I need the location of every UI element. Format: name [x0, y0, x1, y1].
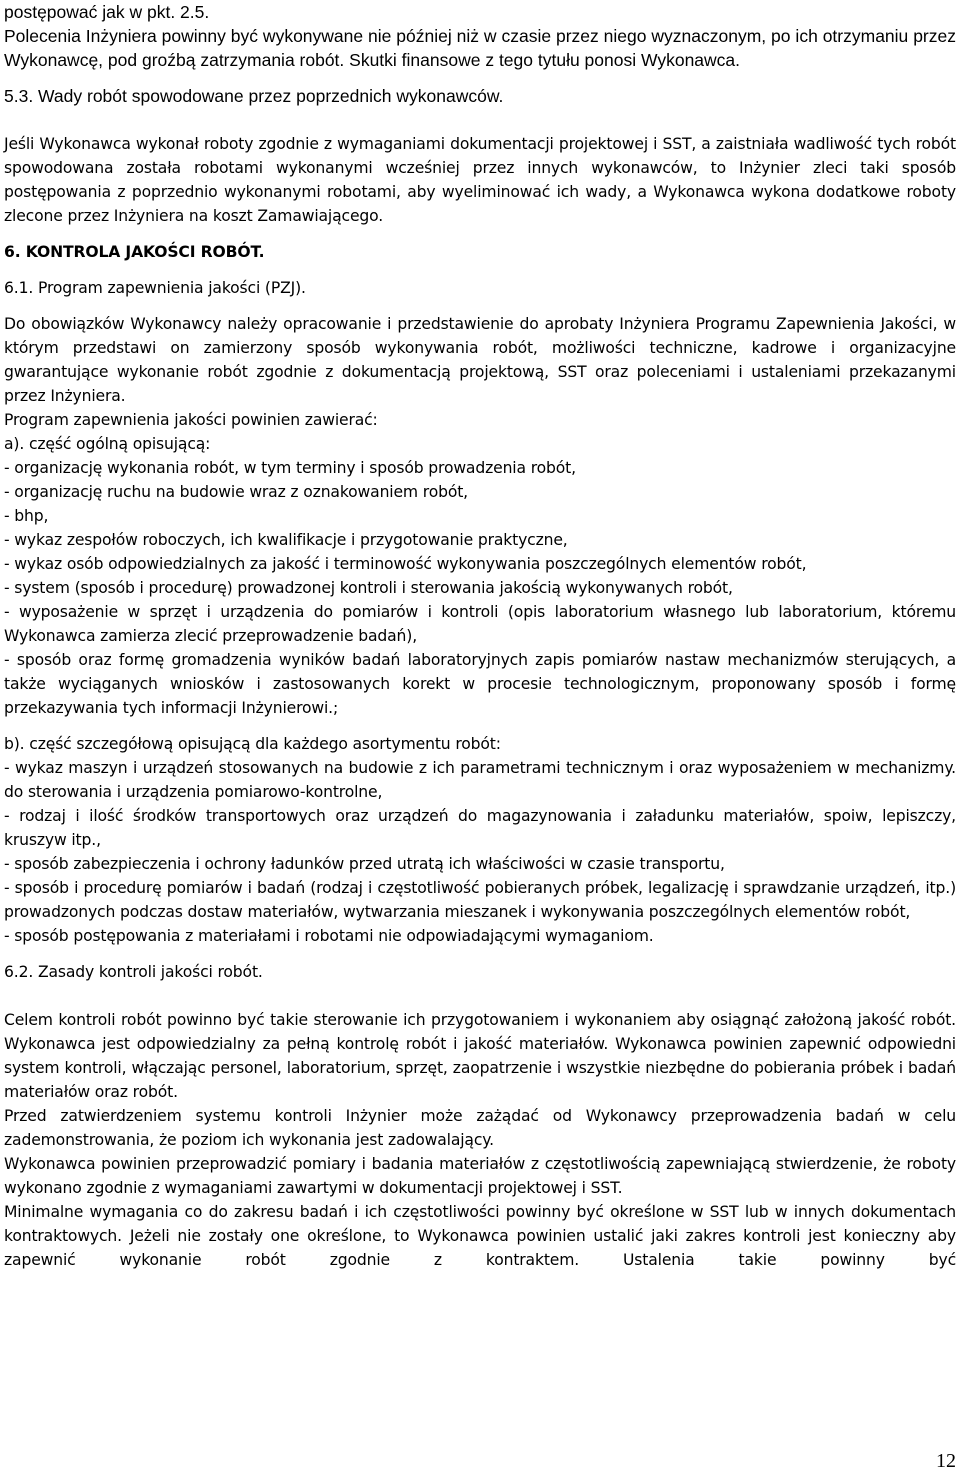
list-item: - organizację ruchu na budowie wraz z oznakowaniem robót, — [4, 483, 468, 501]
list-item: - wykaz osób odpowiedzialnych za jakość i terminowość wykonywania poszczególnych elementów robót, — [4, 555, 807, 573]
section-5-3-paragraph: Jeśli Wykonawca wykonał roboty zgodnie z wymaganiami dokumentacji projektowej i SST, a zaistniała wadliwość tych robót spowodowana została robotami wykonanymi wcześniej przez innych wykonawców, to Inżynier zleci taki sposób postępowania z poprzednio wykonanymi robotami, aby wyeliminować ich wady, a Wykonawca wykona dodatkowe roboty zlecone przez Inżyniera na koszt Zamawiającego. — [4, 135, 956, 225]
list-item: - sposób oraz formę gromadzenia wyników badań laboratoryjnych zapis pomiarów nastaw mechanizmów sterujących, a także wyciąganych wniosków i zastosowanych korekt w procesie technologicznym, proponowany sposób i formę przekazywania tych informacji Inżynierowi.; — [4, 651, 956, 717]
intro-paragraph: Polecenia Inżyniera powinny być wykonywane nie później niż w czasie przez niego wyznaczonym, po ich otrzymaniu przez Wykonawcę, pod groźbą zatrzymania robót. Skutki finansowe z tego tytułu ponosi Wykonawca. — [4, 26, 956, 70]
list-item: - system (sposób i procedurę) prowadzonej kontroli i sterowania jakością wykonywanych robót, — [4, 579, 733, 597]
spacer — [4, 228, 956, 240]
section-6-2-paragraph: Celem kontroli robót powinno być takie sterowanie ich przygotowaniem i wykonaniem aby osiągnąć założoną jakość robót. Wykonawca jest odpowiedzialny za pełną kontrolę robót i jakość materiałów. Wykonawca powinien zapewnić odpowiedni system kontroli, włączając personel, laboratorium, sprzęt, zaopatrzenie i wszystkie niezbędne do pobierania próbek i badań materiałów oraz robót. — [4, 1011, 956, 1101]
list-item: - sposób i procedurę pomiarów i badań (rodzaj i częstotliwość pobieranych próbek, legalizację i sprawdzanie urządzeń, itp.) prowadzonych podczas dostaw materiałów, wytwarzania mieszanek i wykonywania poszczególnych elementów robót, — [4, 879, 956, 921]
section-6-2-paragraph: Przed zatwierdzeniem systemu kontroli Inżynier może zażądać od Wykonawcy przeprowadzenia badań w celu zademonstrowania, że poziom ich wykonania jest zadowalający. — [4, 1107, 956, 1149]
section-5-3-heading: 5.3. Wady robót spowodowane przez poprzednich wykonawców. — [4, 86, 504, 106]
list-item: - wykaz zespołów roboczych, ich kwalifikacje i przygotowanie praktyczne, — [4, 531, 568, 549]
section-6-heading: 6. KONTROLA JAKOŚCI ROBÓT. — [4, 243, 265, 261]
list-item: - sposób postępowania z materiałami i robotami nie odpowiadającymi wymaganiom. — [4, 927, 654, 945]
part-b-list — [4, 756, 956, 948]
spacer — [4, 264, 956, 276]
section-6-2-paragraph: Minimalne wymagania co do zakresu badań i ich częstotliwości powinny być określone w SST lub w innych dokumentach kontraktowych. Jeżeli nie zostały one określone, to Wykonawca powinien ustalić jaki zakres kontroli jest konieczny aby zapewnić wykonanie robót zgodnie z kontraktem. Ustalenia takie powinny być — [4, 1203, 956, 1269]
list-item: - rodzaj i ilość środków transportowych oraz urządzeń do magazynowania i załadunku materiałów, spoiw, lepiszczy, kruszyw itp., — [4, 807, 956, 849]
intro-line: postępować jak w pkt. 2.5. — [4, 2, 210, 22]
spacer — [4, 108, 956, 132]
section-6-1-heading: 6.1. Program zapewnienia jakości (PZJ). — [4, 279, 306, 297]
spacer — [4, 300, 956, 312]
section-6-1-paragraph: Do obowiązków Wykonawcy należy opracowanie i przedstawienie do aprobaty Inżyniera Programu Zapewnienia Jakości, w którym przedstawi on zamierzony sposób wykonywania robót, możliwości techniczne, kadrowe i organizacyjne gwarantujące wykonanie robót zgodnie z dokumentacją projektową, SST oraz poleceniami i ustaleniami przekazanymi przez Inżyniera. — [4, 315, 956, 405]
section-6-2-paragraph: Wykonawca powinien przeprowadzić pomiary i badania materiałów z częstotliwością zapewniającą stwierdzenie, że roboty wykonano zgodnie z wymaganiami zawartymi w dokumentacji projektowej i SST. — [4, 1155, 956, 1197]
spacer — [4, 948, 956, 960]
section-6-2-heading: 6.2. Zasady kontroli jakości robót. — [4, 963, 263, 981]
page-number: 12 — [936, 1450, 956, 1472]
list-item: - wykaz maszyn i urządzeń stosowanych na budowie z ich parametrami technicznym i oraz wyposażeniem w mechanizmy. do sterowania i urządzenia pomiarowo-kontrolne, — [4, 759, 956, 801]
spacer — [4, 984, 956, 1008]
part-b-heading: b). część szczegółową opisującą dla każdego asortymentu robót: — [4, 735, 501, 753]
list-item: - bhp, — [4, 507, 49, 525]
spacer — [4, 720, 956, 732]
list-item: - wyposażenie w sprzęt i urządzenia do pomiarów i kontroli (opis laboratorium własnego lub laboratorium, któremu Wykonawca zamierza zlecić przeprowadzenie badań), — [4, 603, 956, 645]
part-a-heading: a). część ogólną opisującą: — [4, 435, 211, 453]
program-intro: Program zapewnienia jakości powinien zawierać: — [4, 411, 378, 429]
part-a-list — [4, 456, 956, 720]
document-page — [4, 0, 956, 1272]
list-item: - sposób zabezpieczenia i ochrony ładunków przed utratą ich właściwości w czasie transportu, — [4, 855, 725, 873]
spacer — [4, 72, 956, 84]
list-item: - organizację wykonania robót, w tym terminy i sposób prowadzenia robót, — [4, 459, 576, 477]
